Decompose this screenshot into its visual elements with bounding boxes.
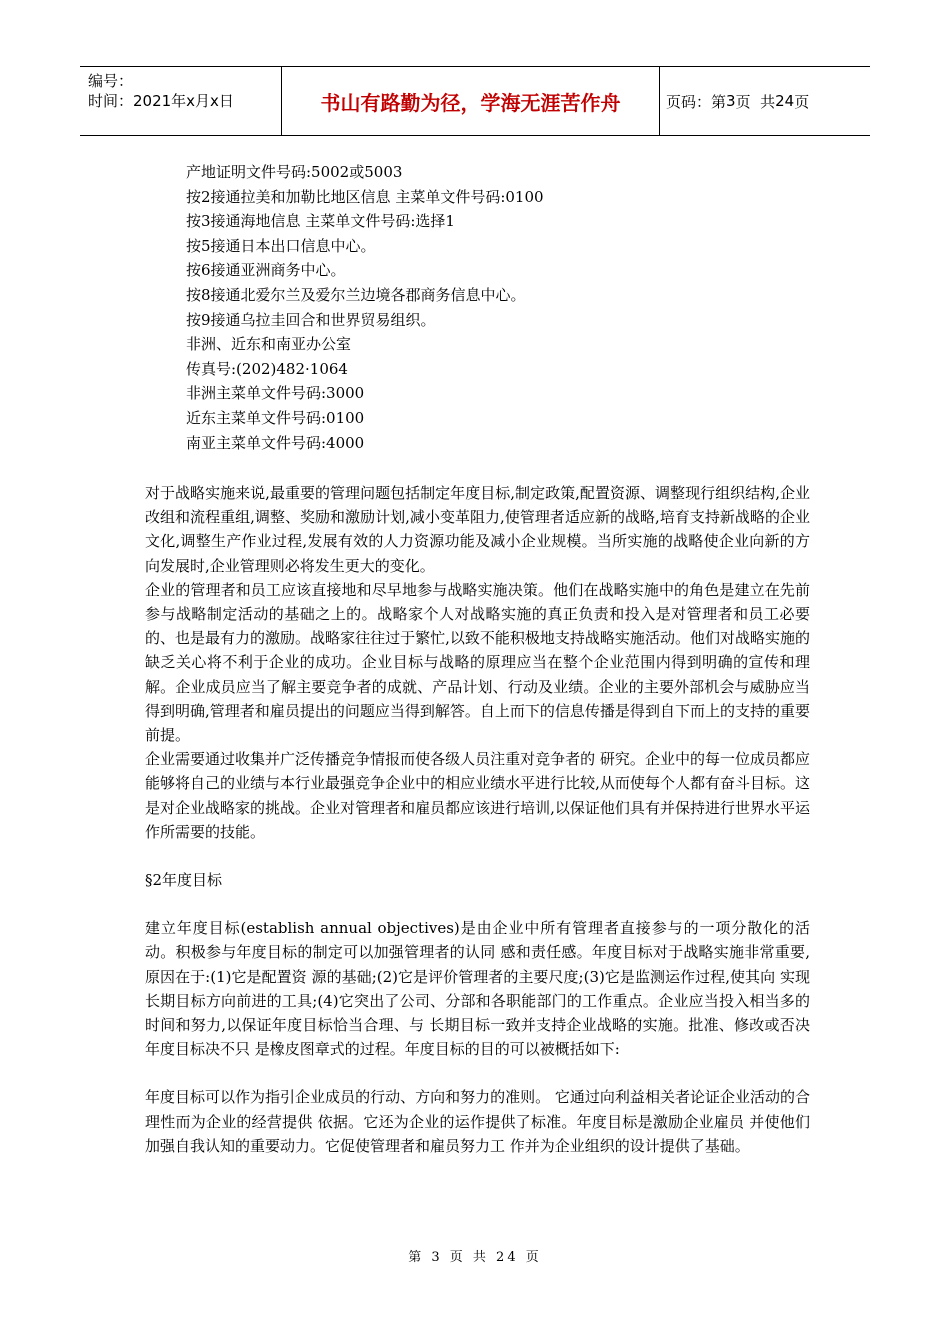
document-number-label: 编号： — [88, 72, 134, 90]
contact-line: 近东主菜单文件号码:0100 — [186, 408, 365, 427]
contact-line: 按6接通亚洲商务中心。 — [186, 261, 346, 280]
contact-list — [186, 160, 544, 455]
contact-line: 按2接通拉美和加勒比地区信息 主菜单文件号码:0100 — [186, 187, 544, 206]
paragraph-participation: 企业的管理者和员工应该直接地和尽早地参与战略实施决策。他们在战略实施中的角色是建立在先前参与战略制定活动的基础之上的。战略家个人对战略实施的真正负责和投入是对管理者和员工必要的、也是最有力的激励。战略家往往过于繁忙,以致不能积极地支持战略实施活动。他们对战略实施的缺乏关心将不利于企业的成功。企业目标与战略的原理应当在整个企业范围内得到明确的宣传和理解。企业成员应当了解主要竞争者的成就、产品计划、行动及业绩。企业的主要外部机会与威胁应当得到明确,管理者和雇员提出的问题应当得到解答。自上而下的信息传播是得到自下而上的支持的重要前提。 — [145, 580, 810, 745]
paragraph-objectives-purpose: 年度目标可以作为指引企业成员的行动、方向和努力的准则。 它通过向利益相关者论证企业活动的合理性而为企业的经营提供 依据。它还为企业的运作提供了标准。年度目标是激励企业雇员 并使他们加强自我认知的重要动力。它促使管理者和雇员努力工 作并为企业组织的设计提供了基础。 — [145, 1088, 810, 1155]
header-meta — [88, 71, 278, 111]
contact-line: 按8接通北爱尔兰及爱尔兰边境各郡商务信息中心。 — [186, 285, 526, 304]
page-header — [80, 66, 870, 136]
header-page-indicator — [666, 67, 809, 135]
document-date: 时间：2021年x月x日 — [88, 92, 234, 110]
contact-line: 传真号:(202)482·1064 — [186, 359, 348, 378]
page-total: 24 — [775, 92, 795, 110]
page-end-label: 页 — [794, 92, 810, 111]
page-current: 3 — [726, 92, 736, 110]
paragraph-strategy-implementation: 对于战略实施来说,最重要的管理问题包括制定年度目标,制定政策,配置资源、调整现行组织结构,企业改组和流程重组,调整、奖励和激励计划,减小变革阻力,使管理者适应新的战略,培育支持新战略的企业文化,调整生产作业过程,发展有效的人力资源功能及减小企业规模。当所实施的战略使企业向新的方向发展时,企业管理则必将发生更大的变化。 — [145, 484, 810, 575]
paragraph-annual-objectives: 建立年度目标(establish annual objectives)是由企业中所有管理者直接参与的一项分散化的活动。积极参与年度目标的制定可以加强管理者的认同 感和责任感。年度目标对于战略实施非常重要,原因在于:(1)它是配置资 源的基础;(2)它是评价管理者的主要尺度;(3)它是监测运作过程,使其向 实现长期目标方向前进的工具;(4)它突出了公司、分部和各职能部门的工作重点。企业应当投入相当多的时间和努力,以保证年度目标恰当合理、与 长期目标一致并支持企业战略的实施。批准、修改或否决年度目标决不只 是橡皮图章式的过程。年度目标的目的可以被概括如下: — [145, 919, 810, 1059]
contact-line: 非洲主菜单文件号码:3000 — [186, 384, 365, 403]
header-motto: 书山有路勤为径，学海无涯苦作舟 — [281, 67, 660, 135]
contact-line: 产地证明文件号码:5002或5003 — [186, 163, 403, 181]
paragraph-competitive-intelligence: 企业需要通过收集并广泛传播竞争情报而使各级人员注重对竞争者的 研究。企业中的每一位成员都应能够将自己的业绩与本行业最强竞争企业中的相应业绩水平进行比较,从而使每个人都有奋斗目标。这是对企业战略家的挑战。企业对管理者和雇员都应该进行培训,以保证他们具有并保持进行世界水平运作所需要的技能。 — [145, 750, 810, 841]
page-mid-label: 页 共 — [735, 92, 776, 111]
page-footer: 第 3 页 共 24 页 — [408, 1250, 542, 1265]
page-label: 页码：第 — [666, 92, 727, 111]
contact-line: 按3接通海地信息 主菜单文件号码:选择1 — [186, 212, 455, 231]
contact-line: 按5接通日本出口信息中心。 — [186, 236, 376, 255]
section-title: §2年度目标 — [145, 871, 223, 890]
contact-line: 按9接通乌拉圭回合和世界贸易组织。 — [186, 310, 436, 329]
body-text — [145, 481, 810, 1158]
contact-line: 南亚主菜单文件号码:4000 — [186, 433, 365, 452]
contact-line: 非洲、近东和南亚办公室 — [186, 335, 352, 354]
